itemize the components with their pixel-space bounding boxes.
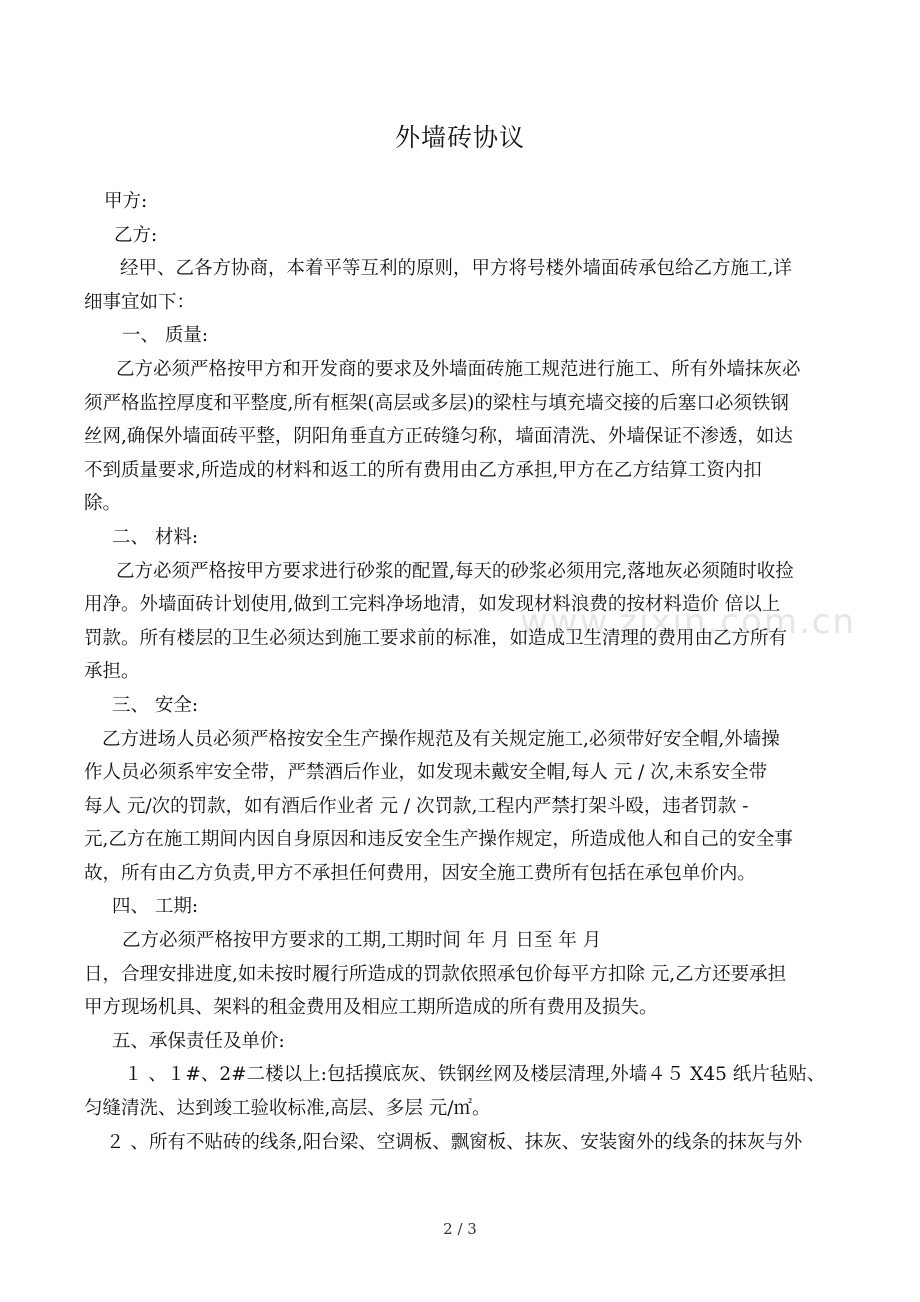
section-heading-responsibility: 五、承保责任及单价: [112, 1030, 285, 1052]
body-line: 匀缝清洗、达到竣工验收标准,高层、多层 元/㎡。 [84, 1098, 491, 1120]
body-line: 丝网,确保外墙面砖平整，阴阳角垂直方正砖缝匀称，墙面清洗、外墙保证不渗透，如达 [84, 426, 793, 448]
section-heading-schedule: 四、 工期: [112, 896, 199, 918]
section-heading-materials: 二、 材料: [112, 526, 199, 548]
body-line: 甲方现场机具、架料的租金费用及相应工期所造成的所有费用及损失。 [84, 997, 658, 1019]
page-title: 外墙砖协议 [394, 123, 525, 152]
body-line: 乙方必须严格按甲方要求的工期,工期时间 年 月 日至 年 月 [122, 930, 602, 952]
body-line: 用净。外墙面砖计划使用,做到工完料净场地清，如发现材料浪费的按材料造价 倍以上 [84, 594, 781, 616]
body-line: 日，合理安排进度,如未按时履行所造成的罚款依照承包价每平方扣除 元,乙方还要承担 [84, 963, 787, 985]
body-line: 除。 [84, 493, 122, 515]
body-line: 每人 元/次的罚款，如有酒后作业者 元 / 次罚款,工程内严禁打架斗殴，违者罚款 - [84, 795, 749, 817]
party-b-line: 乙方: [114, 224, 158, 246]
body-line: 作人员必须系牢安全带，严禁酒后作业，如发现未戴安全帽,每人 元 / 次,未系安全带 [84, 762, 768, 784]
body-line: 元,乙方在施工期间内因自身原因和违反安全生产操作规定，所造成他人和自己的安全事 [84, 829, 793, 851]
intro-line: 经甲、乙各方协商，本着平等互利的原则，甲方将号楼外墙面砖承包给乙方施工,详 [120, 258, 792, 280]
body-line: 乙方进场人员必须严格按安全生产操作规范及有关规定施工,必须带好安全帽,外墙操 [102, 728, 780, 750]
watermark: www.zixin.com.cn [520, 602, 856, 642]
body-line: 罚款。所有楼层的卫生必须达到施工要求前的标准，如造成卫生清理的费用由乙方所有 [84, 627, 788, 649]
section-heading-quality: 一、 质量: [122, 325, 209, 347]
body-line: 须严格监控厚度和平整度,所有框架(高层或多层)的梁柱与填充墙交接的后塞口必须铁钢 [84, 392, 789, 414]
party-a-line: 甲方: [104, 191, 148, 212]
section-heading-safety: 三、 安全: [112, 694, 199, 716]
body-line: １ 、１#、2#二楼以上:包括摸底灰、铁钢丝网及楼层清理,外墙４５ X45 纸片毡贴、 [124, 1064, 826, 1086]
intro-line: 细事宜如下： [84, 291, 196, 313]
body-line: 故，所有由乙方负责,甲方不承担任何费用，因安全施工费所有包括在承包单价内。 [84, 862, 756, 884]
body-line: 不到质量要求,所造成的材料和返工的所有费用由乙方承担,甲方在乙方结算工资内扣 [84, 459, 762, 481]
body-line: 乙方必须严格按甲方和开发商的要求及外墙面砖施工规范进行施工、所有外墙抹灰必 [116, 358, 801, 380]
body-line: 承担。 [84, 661, 140, 683]
body-line: ２ 、所有不贴砖的线条,阳台梁、空调板、飘窗板、抹灰、安装窗外的线条的抹灰与外 [106, 1131, 803, 1153]
page-number: 2 / 3 [443, 1220, 477, 1238]
body-line: 乙方必须严格按甲方要求进行砂浆的配置,每天的砂浆必须用完,落地灰必须随时收捡 [116, 560, 794, 582]
document-body [84, 185, 832, 1159]
